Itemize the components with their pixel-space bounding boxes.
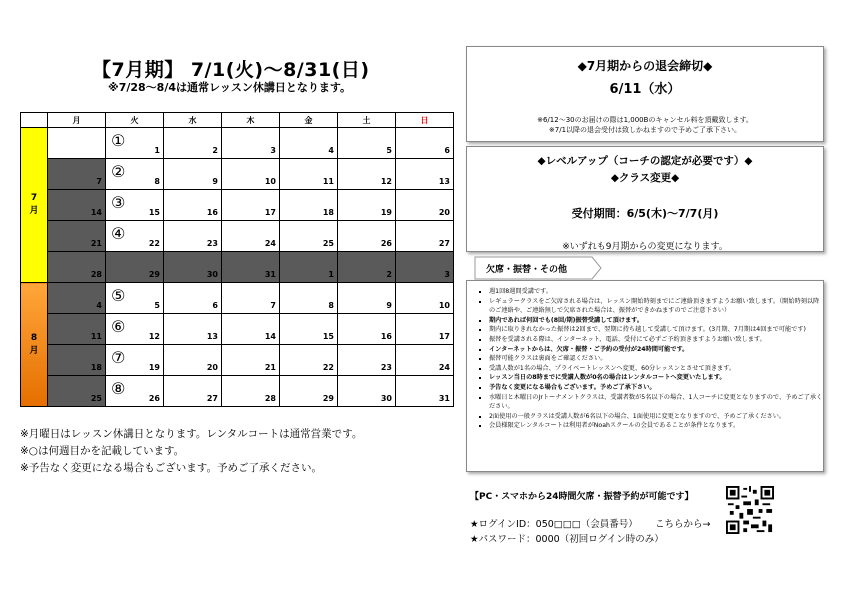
- absence-rules: [467, 287, 823, 431]
- week-row: [21, 159, 454, 190]
- day-number: 10: [438, 301, 450, 310]
- calendar-day: [222, 376, 280, 407]
- calendar-day: [164, 252, 222, 283]
- calendar-day: [338, 190, 396, 221]
- calendar-day: [164, 345, 222, 376]
- day-number: 14: [90, 208, 102, 217]
- levelup-heading: ◆レベルアップ（コーチの認定が必要です）◆: [537, 155, 753, 167]
- rule-item: ▪ 予告なく変更になる場合もございます。予めご了承下さい。: [489, 383, 823, 393]
- day-number: 24: [264, 239, 276, 248]
- week-number-mark: ⑧: [111, 379, 126, 398]
- day-number: 18: [322, 208, 334, 217]
- day-number: 23: [206, 239, 218, 248]
- day-number: 18: [90, 363, 102, 372]
- class-change-heading: ◆クラス変更◆: [610, 172, 680, 184]
- rule-item: ▪ 振替を受講される際は、インターネット、電話、受付にて必ずご予約頂きますようお願い致します。: [489, 335, 823, 345]
- calendar-day: [396, 314, 454, 345]
- week-number-mark: ④: [111, 224, 126, 243]
- calendar-day: [338, 376, 396, 407]
- online-title: 【PC・スマホから24時間欠席・振替予約が可能です】: [470, 492, 694, 502]
- calendar-day: [48, 221, 106, 252]
- day-number: 8: [154, 177, 160, 186]
- rule-item: ▪ 水曜日と木曜日のJrトーナメントクラスは、受講者数が5名以下の場合、1人コーチに変更となりますので、予めご了承ください。: [489, 393, 823, 412]
- day-number: 3: [444, 270, 450, 279]
- calendar-day: [338, 314, 396, 345]
- calendar-day: [280, 221, 338, 252]
- qr-code-icon[interactable]: [726, 486, 774, 534]
- calendar-day: [280, 376, 338, 407]
- login-id: ★ログインID：050□□□（会員番号）: [470, 519, 638, 530]
- day-number: 27: [438, 239, 450, 248]
- calendar-day: [222, 252, 280, 283]
- calendar-day: [164, 283, 222, 314]
- calendar-day: [164, 314, 222, 345]
- levelup-box: [466, 146, 824, 252]
- calendar-day: [222, 283, 280, 314]
- levelup-note: ※いずれも9月期からの変更になります。: [562, 242, 728, 252]
- calendar-day: [48, 345, 106, 376]
- calendar-day: [164, 221, 222, 252]
- week-row: [21, 221, 454, 252]
- day-number: 20: [206, 363, 218, 372]
- calendar-day: [48, 159, 106, 190]
- week-row: [21, 190, 454, 221]
- day-number: 15: [148, 208, 160, 217]
- calendar-day: [338, 283, 396, 314]
- day-number: 13: [206, 332, 218, 341]
- calendar-day: [164, 190, 222, 221]
- day-number: 7: [96, 177, 102, 186]
- calendar-day: [338, 221, 396, 252]
- day-number: 4: [328, 146, 334, 155]
- rule-item: ▪ レッスン当日の8時までに受講人数が0名の場合はレンタルコートへ変更いたします。: [489, 373, 823, 383]
- day-number: 13: [438, 177, 450, 186]
- day-number: 17: [438, 332, 450, 341]
- calendar-day: [164, 376, 222, 407]
- calendar-day: [106, 314, 164, 345]
- calendar-day: [396, 221, 454, 252]
- rule-item: ▪ 会員様限定レンタルコートは利用者がNoahスクールの会員であることが条件となります。: [489, 421, 823, 431]
- calendar-day: [222, 345, 280, 376]
- calendar-day: [396, 252, 454, 283]
- day-number: 6: [444, 146, 450, 155]
- day-number: 19: [148, 363, 160, 372]
- calendar-corner: [21, 113, 48, 128]
- month-label-august: 8 月: [21, 283, 48, 407]
- day-number: 7: [270, 301, 276, 310]
- day-number: 20: [438, 208, 450, 217]
- day-number: 25: [90, 394, 102, 403]
- rule-item: ▪ 週1回8週間受講です。: [489, 287, 823, 297]
- week-row: [21, 128, 454, 159]
- day-number: 29: [322, 394, 334, 403]
- day-number: 9: [212, 177, 218, 186]
- day-number: 29: [148, 270, 160, 279]
- day-number: 4: [96, 301, 102, 310]
- calendar-day: [106, 221, 164, 252]
- calendar-day: [396, 190, 454, 221]
- rule-item: ▪ 期内であれば何回でも(8回/期)振替受講して頂けます。: [489, 316, 823, 326]
- day-number: 21: [90, 239, 102, 248]
- rule-item: ▪ 振替可能クラスは裏面をご確認ください。: [489, 354, 823, 364]
- week-number-mark: ⑥: [111, 317, 126, 336]
- rule-item: ▪ インターネットからは、欠席・振替・ご予約の受付が24時間可能です。: [489, 345, 823, 355]
- absence-box: [466, 280, 824, 472]
- calendar-day: [338, 252, 396, 283]
- calendar-day: [338, 128, 396, 159]
- day-number: 22: [322, 363, 334, 372]
- note-circle: ※○は何週目かを記載しています。: [20, 445, 185, 457]
- calendar-notes: [20, 426, 362, 477]
- absence-tab: [474, 256, 602, 280]
- calendar-day: [280, 190, 338, 221]
- weekday-header: 水: [164, 113, 222, 128]
- day-number: 26: [148, 394, 160, 403]
- calendar-day: [396, 345, 454, 376]
- day-number: 31: [264, 270, 276, 279]
- day-number: 22: [148, 239, 160, 248]
- day-number: 3: [270, 146, 276, 155]
- calendar-day: [48, 252, 106, 283]
- day-number: 26: [380, 239, 392, 248]
- day-number: 11: [322, 177, 334, 186]
- calendar-day: [106, 376, 164, 407]
- day-number: 19: [380, 208, 392, 217]
- calendar-day: [106, 252, 164, 283]
- day-number: 8: [328, 301, 334, 310]
- rule-item: ▪ 2面使用の一般クラスは受講人数が6名以下の場合、1面使用に変更となりますので、予めご了承ください。: [489, 412, 823, 422]
- weekday-header: 月: [48, 113, 106, 128]
- week-row: [21, 283, 454, 314]
- day-number: 21: [264, 363, 276, 372]
- absence-tab-label: 欠席・振替・その他: [486, 265, 568, 275]
- day-number: 17: [264, 208, 276, 217]
- note-change: ※予告なく変更になる場合もございます。予めご了承ください。: [20, 462, 322, 474]
- week-row: [21, 252, 454, 283]
- calendar-day: [280, 283, 338, 314]
- calendar-day: [280, 345, 338, 376]
- calendar-day: [106, 345, 164, 376]
- calendar-day: [338, 159, 396, 190]
- week-row: [21, 345, 454, 376]
- calendar-day: [280, 128, 338, 159]
- calendar-day: [222, 314, 280, 345]
- withdrawal-note-2: ※7/1以降の退会受付は致しかねますので予めご了承下さい。: [548, 126, 742, 134]
- calendar-day: [396, 159, 454, 190]
- calendar-day: [48, 128, 106, 159]
- login-password: ★パスワード：0000（初回ログイン時のみ）: [470, 534, 664, 545]
- week-row: [21, 376, 454, 407]
- week-row: [21, 314, 454, 345]
- day-number: 10: [264, 177, 276, 186]
- calendar-day: [106, 283, 164, 314]
- day-number: 11: [90, 332, 102, 341]
- day-number: 15: [322, 332, 334, 341]
- calendar-day: [48, 376, 106, 407]
- day-number: 27: [206, 394, 218, 403]
- calendar-day: [338, 345, 396, 376]
- day-number: 23: [380, 363, 392, 372]
- day-number: 25: [322, 239, 334, 248]
- day-number: 12: [148, 332, 160, 341]
- calendar-day: [164, 128, 222, 159]
- calendar-day: [280, 159, 338, 190]
- calendar-day: [222, 190, 280, 221]
- note-monday: ※月曜日はレッスン休講日となります。レンタルコートは通常営業です。: [20, 428, 363, 440]
- day-number: 31: [438, 394, 450, 403]
- page-title: 【7月期】 7/1(火)～8/31(日): [92, 59, 370, 81]
- day-number: 5: [386, 146, 392, 155]
- day-number: 16: [206, 208, 218, 217]
- day-number: 30: [206, 270, 218, 279]
- month-label-july: 7 月: [21, 128, 48, 283]
- withdrawal-box: [466, 46, 824, 142]
- day-number: 1: [328, 270, 334, 279]
- calendar-day: [396, 376, 454, 407]
- day-number: 6: [212, 301, 218, 310]
- calendar-day: [396, 283, 454, 314]
- calendar-day: [48, 283, 106, 314]
- day-number: 1: [154, 146, 160, 155]
- calendar-day: [48, 314, 106, 345]
- withdrawal-note-1: ※6/12～30のお届けの際は1,000Bのキャンセル料を頂戴致します。: [537, 116, 753, 124]
- week-number-mark: ②: [111, 162, 126, 181]
- week-number-mark: ①: [111, 131, 126, 150]
- rule-item: ▪ レギュラークラスをご欠席される場合は、レッスン開始時刻までにご連絡頂きますようお願い致します。（開始時刻以降のご連絡や、ご連絡無しで欠席された場合は、振替ができかねますのでご注意下さい）: [489, 297, 823, 316]
- levelup-period: 受付期間：6/5(木)～7/7(月): [571, 207, 719, 220]
- day-number: 9: [386, 301, 392, 310]
- calendar-day: [222, 128, 280, 159]
- weekday-header: 火: [106, 113, 164, 128]
- weekday-header: 木: [222, 113, 280, 128]
- day-number: 2: [386, 270, 392, 279]
- day-number: 14: [264, 332, 276, 341]
- withdrawal-date: 6/11（水）: [609, 82, 681, 97]
- calendar-day: [48, 190, 106, 221]
- calendar-table: [20, 112, 454, 407]
- calendar-day: [280, 314, 338, 345]
- calendar-day: [396, 128, 454, 159]
- qr-link-text: こちらから→: [655, 519, 711, 530]
- calendar-day: [106, 190, 164, 221]
- weekday-header: 金: [280, 113, 338, 128]
- day-number: 5: [154, 301, 160, 310]
- calendar-day: [222, 221, 280, 252]
- day-number: 28: [264, 394, 276, 403]
- day-number: 12: [380, 177, 392, 186]
- week-number-mark: ③: [111, 193, 126, 212]
- rule-item: ▪ 受講人数が1名の場合、プライベートレッスンへ変更、60分レッスンとさせて頂きます。: [489, 364, 823, 374]
- calendar-day: [106, 128, 164, 159]
- weekday-header: 日: [396, 113, 454, 128]
- week-number-mark: ⑦: [111, 348, 126, 367]
- day-number: 24: [438, 363, 450, 372]
- day-number: 2: [212, 146, 218, 155]
- calendar-day: [280, 252, 338, 283]
- page-subtitle: ※7/28～8/4は通常レッスン休講日となります。: [108, 81, 352, 94]
- withdrawal-heading: ◆7月期からの退会締切◆: [577, 59, 713, 73]
- rule-item: ▪ 期内に取りきれなかった振替は2回まで、翌期に持ち越して受講して頂けます。(3月期、7月期は4回まで可能です): [489, 325, 823, 335]
- calendar-day: [106, 159, 164, 190]
- calendar-day: [222, 159, 280, 190]
- day-number: 16: [380, 332, 392, 341]
- day-number: 28: [90, 270, 102, 279]
- calendar-day: [164, 159, 222, 190]
- weekday-header: 土: [338, 113, 396, 128]
- week-number-mark: ⑤: [111, 286, 126, 305]
- day-number: 30: [380, 394, 392, 403]
